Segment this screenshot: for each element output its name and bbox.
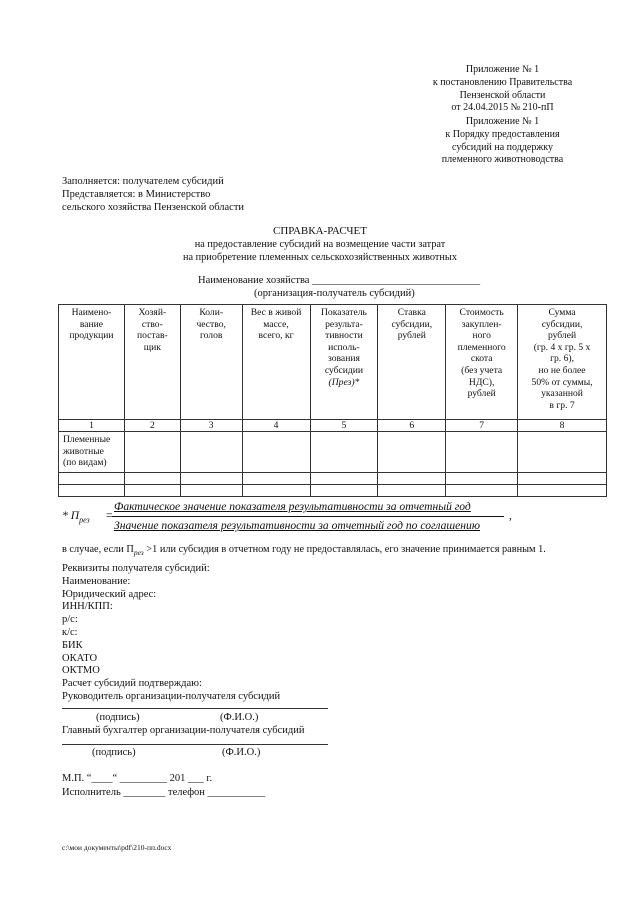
table-cell[interactable] bbox=[378, 473, 446, 485]
header-cell: Сумма субсидии, рублей (гр. 4 х гр. 5 х гр. 6), но не более 50% от суммы, указанной в гр. 7 bbox=[518, 305, 607, 420]
fio-caption: (Ф.И.О.) bbox=[222, 747, 261, 758]
fill-info bbox=[62, 175, 244, 215]
requisite-field: БИК bbox=[62, 639, 83, 651]
column-number-row bbox=[59, 420, 607, 432]
requisite-field: ИНН/КПП: bbox=[62, 601, 113, 613]
column-number: 7 bbox=[446, 420, 518, 432]
file-path-footer: c:\мои документы\pdf\210-пп.docx bbox=[62, 843, 172, 852]
table-cell[interactable] bbox=[378, 432, 446, 473]
farm-name-field[interactable]: ________________________________ bbox=[312, 275, 481, 286]
annex-block-2 bbox=[410, 116, 595, 167]
column-number: 2 bbox=[124, 420, 180, 432]
column-number: 4 bbox=[242, 420, 310, 432]
header-cell: Хозяй- ство- постав- щик bbox=[124, 305, 180, 420]
requisite-field: р/с: bbox=[62, 614, 78, 626]
table-row bbox=[59, 432, 607, 473]
confirm-label: Расчет субсидий подтверждаю: bbox=[62, 678, 202, 690]
chief-accountant-label: Главный бухгалтер организации-получателя субсидий bbox=[62, 725, 305, 736]
requisite-field: ОКАТО bbox=[62, 652, 98, 664]
column-number: 8 bbox=[518, 420, 607, 432]
annex-line: племенного животноводства bbox=[441, 154, 564, 166]
director-signature-line[interactable] bbox=[62, 708, 328, 709]
table-cell[interactable] bbox=[242, 473, 310, 485]
table-cell[interactable] bbox=[310, 473, 378, 485]
table-row bbox=[59, 473, 607, 485]
executor-line: Исполнитель ________ телефон ___________ bbox=[62, 787, 266, 798]
header-cell: Наимено- вание продукции bbox=[59, 305, 125, 420]
table-cell[interactable] bbox=[124, 473, 180, 485]
annex-line: Приложение № 1 bbox=[465, 64, 540, 75]
requisites-heading: Реквизиты получателя субсидий: bbox=[62, 563, 210, 574]
table-cell[interactable] bbox=[124, 485, 180, 497]
table-cell[interactable] bbox=[310, 432, 378, 473]
table-cell[interactable] bbox=[518, 485, 607, 497]
farm-name-row bbox=[198, 274, 480, 287]
annex-line: от 24.04.2015 № 210-пП bbox=[451, 102, 554, 114]
table-cell[interactable] bbox=[59, 485, 125, 497]
director-label: Руководитель организации-получателя субсидий bbox=[62, 690, 281, 702]
farm-name-label: Наименование хозяйства bbox=[198, 275, 310, 286]
row-label: Племенные животные (по видам) bbox=[59, 432, 125, 473]
formula-numerator: Фактическое значение показателя результативности за отчетный год bbox=[114, 500, 471, 513]
farm-name-hint: (организация-получатель субсидий) bbox=[254, 288, 415, 299]
sign-caption: (подпись) bbox=[92, 747, 136, 758]
table-cell[interactable] bbox=[242, 432, 310, 473]
header-cell: Вес в живой массе, всего, кг bbox=[242, 305, 310, 420]
annex-line: к Порядку предоставления bbox=[445, 128, 560, 140]
requisite-field: Юридический адрес: bbox=[62, 588, 157, 600]
sign-caption: (подпись) bbox=[96, 712, 140, 723]
formula-denominator: Значение показателя результативности за отчетный год по соглашению bbox=[114, 519, 480, 532]
annex-line: к постановлению Правительства bbox=[432, 76, 573, 88]
column-number: 3 bbox=[180, 420, 242, 432]
table-cell[interactable] bbox=[518, 473, 607, 485]
column-number: 6 bbox=[378, 420, 446, 432]
document-subtitle-line: на предоставление субсидий на возмещение части затрат bbox=[194, 239, 446, 250]
header-cell: Стоимость закуплен- ного племенного скота (без учета НДС), рублей bbox=[446, 305, 518, 420]
table-row bbox=[59, 485, 607, 497]
header-cell: Ставка субсидии, рублей bbox=[378, 305, 446, 420]
formula-symbol: * $П_{рез}$ bbox=[62, 509, 90, 525]
fill-info-line: сельского хозяйства Пензенской области bbox=[62, 202, 245, 214]
requisite-field: ОКТМО bbox=[62, 665, 100, 677]
table-cell[interactable] bbox=[180, 432, 242, 473]
table-cell[interactable] bbox=[124, 432, 180, 473]
annex-line: Приложение № 1 bbox=[465, 116, 540, 127]
formula-equals: = bbox=[106, 509, 113, 522]
fill-info-line: Заполняется: получателем субсидий bbox=[62, 176, 224, 187]
document-title: СПРАВКА-РАСЧЕТ bbox=[273, 225, 367, 237]
requisites-block bbox=[62, 563, 280, 704]
table-cell[interactable] bbox=[242, 485, 310, 497]
accountant-signature-line[interactable] bbox=[62, 744, 328, 745]
table-cell[interactable] bbox=[310, 485, 378, 497]
table-cell[interactable] bbox=[59, 473, 125, 485]
table-cell[interactable] bbox=[180, 485, 242, 497]
header-cell: Коли- чество, голов bbox=[180, 305, 242, 420]
table-cell[interactable] bbox=[518, 432, 607, 473]
formula-comma: , bbox=[509, 509, 512, 522]
stamp-date-line: М.П. “____“ _________ 201 ___ г. bbox=[62, 773, 213, 784]
table-cell[interactable] bbox=[446, 432, 518, 473]
annex-line: Пензенской области bbox=[459, 89, 546, 101]
column-number: 1 bbox=[59, 420, 125, 432]
table-cell[interactable] bbox=[180, 473, 242, 485]
fill-info-line: Представляется: в Министерство bbox=[62, 189, 211, 201]
calculation-table bbox=[58, 304, 607, 497]
requisite-field: к/с: bbox=[62, 626, 78, 638]
table-cell[interactable] bbox=[446, 473, 518, 485]
formula-note: в случае, если $П_{рез} >1$ или субсидия в отчетном году не предоставлялась, его значение принимается равным 1. bbox=[62, 544, 546, 558]
document-subtitle-line: на приобретение племенных сельскохозяйственных животных bbox=[182, 252, 457, 263]
table-header-row bbox=[59, 305, 607, 420]
table-cell[interactable] bbox=[446, 485, 518, 497]
fraction-bar bbox=[112, 516, 504, 517]
formula bbox=[62, 497, 622, 543]
requisite-field: Наименование: bbox=[62, 575, 131, 587]
table-cell[interactable] bbox=[378, 485, 446, 497]
annex-line: субсидий на поддержку bbox=[452, 141, 553, 153]
annex-block-1 bbox=[410, 64, 595, 115]
column-number: 5 bbox=[310, 420, 378, 432]
header-cell: Показатель результа- тивности исполь- зования субсидии (През)* bbox=[310, 305, 378, 420]
fio-caption: (Ф.И.О.) bbox=[220, 712, 259, 723]
